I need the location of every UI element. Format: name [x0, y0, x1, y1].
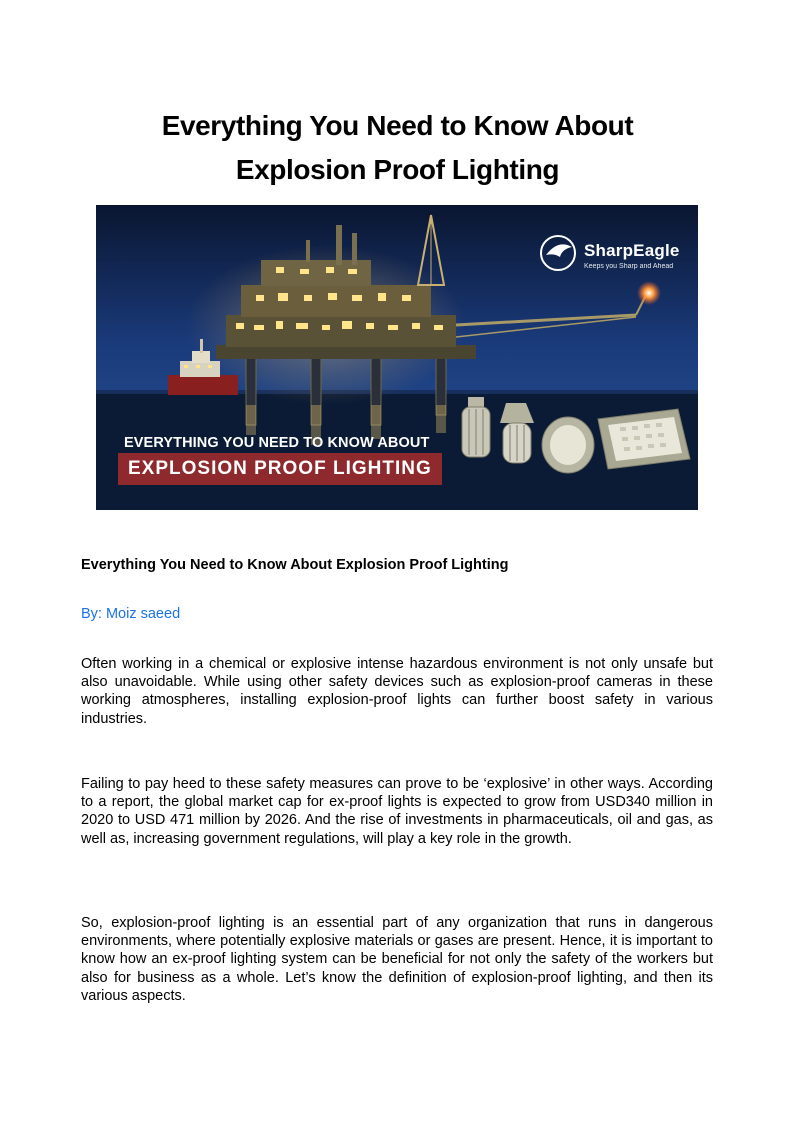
banner-line-1: EVERYTHING YOU NEED TO KNOW ABOUT: [124, 435, 430, 451]
page-title-line-1: Everything You Need to Know About: [161, 110, 634, 141]
brand-name: SharpEagle: [584, 241, 680, 260]
paragraph-1: Often working in a chemical or explosive intense hazardous environment is not only unsafe but also unavoidable. While using other safety devices such as explosion-proof cameras in these working atmospheres, installing explosion-proof lights can further boost safety in various industries.: [81, 656, 713, 727]
paragraph-3: So, explosion-proof lighting is an essential part of any organization that runs in dangerous environments, where potentially explosive materials or gases are present. Hence, it is important to know how an ex-proof lighting system can be beneficial for not only the safety of the workers but also for business as a whole. Let’s know the definition of explosion-proof lighting, and then its various aspects.: [81, 915, 713, 1004]
author-byline: By: Moiz saeed: [81, 606, 181, 622]
article-subheading: Everything You Need to Know About Explosion Proof Lighting: [81, 557, 509, 573]
paragraph-2: Failing to pay heed to these safety measures can prove to be ‘explosive’ in other ways. According to a report, the global market cap for ex-proof lights is expected to grow from USD340 million in 2020 to USD 471 million by 2026. And the rise of investments in pharmaceuticals, oil and gas, as well as, increasing government regulations, will play a key role in the growth.: [81, 776, 713, 847]
hero-image: [96, 205, 698, 510]
page-title: [100, 104, 695, 192]
page-title-line-2: Explosion Proof Lighting: [235, 154, 560, 185]
brand-tagline: Keeps you Sharp and Ahead: [584, 263, 674, 270]
banner-line-2: EXPLOSION PROOF LIGHTING: [118, 453, 442, 485]
